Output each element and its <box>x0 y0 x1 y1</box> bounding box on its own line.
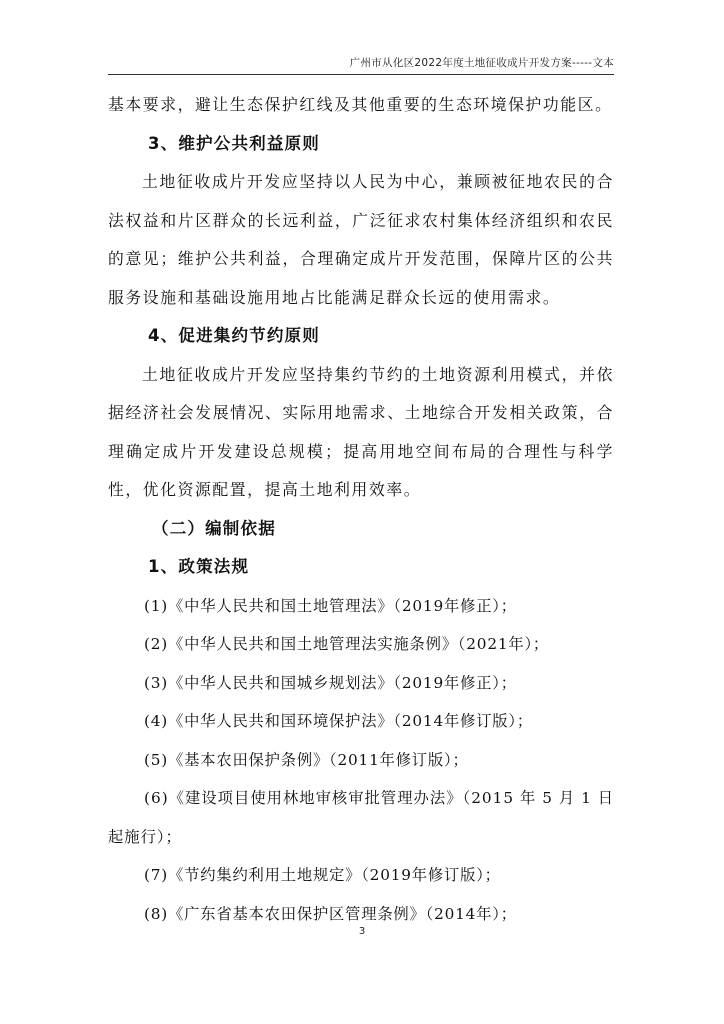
reference-item: (5)《基本农田保护条例》（2011年修订版）； <box>144 750 469 769</box>
document-body <box>108 86 614 933</box>
paragraph-intensive-use: 土地征收成片开发应坚持集约节约的土地资源利用模式，并依据经济社会发展情况、实际用地需求、土地综合开发相关政策，合理确定成片开发建设总规模；提高用地空间布局的合理性与科学性，优化资源配置，提高土地利用效率。 <box>108 364 614 499</box>
reference-item: (4)《中华人民共和国环境保护法》（2014年修订版）； <box>144 712 533 730</box>
reference-item: (7)《节约集约利用土地规定》（2019年修订版）； <box>144 866 501 884</box>
reference-item: (3)《中华人民共和国城乡规划法》（2019年修正）； <box>144 673 517 692</box>
part-heading-basis: （二）编制依据 <box>152 518 276 538</box>
reference-item: (1)《中华人民共和国土地管理法》（2019年修正）； <box>144 596 517 615</box>
paragraph-continuation: 基本要求，避让生态保护红线及其他重要的生态环境保护功能区。 <box>108 95 613 114</box>
section-heading-public-interest: 3、维护公共利益原则 <box>148 133 320 153</box>
subsection-heading-policies: 1、政策法规 <box>148 557 250 576</box>
reference-item: (6)《建设项目使用林地审核审批管理办法》（2015 年 5 月 1 日起施行）； <box>108 789 614 846</box>
header-divider <box>108 74 614 75</box>
section-heading-intensive-use: 4、促进集约节约原则 <box>148 326 320 345</box>
page-number: 3 <box>358 926 366 937</box>
paragraph-public-interest: 土地征收成片开发应坚持以人民为中心，兼顾被征地农民的合法权益和片区群众的长远利益，广泛征求农村集体经济组织和农民的意见；维护公共利益，合理确定成片开发范围，保障片区的公共服务设施和基础设施用地占比能满足群众长远的使用需求。 <box>108 172 614 307</box>
reference-item: (2)《中华人民共和国土地管理法实施条例》（2021年）； <box>144 635 550 653</box>
running-header: 广州市从化区2022年度土地征收成片开发方案-----文本 <box>349 57 614 69</box>
reference-item: (8)《广东省基本农田保护区管理条例》（2014年）； <box>144 904 517 923</box>
